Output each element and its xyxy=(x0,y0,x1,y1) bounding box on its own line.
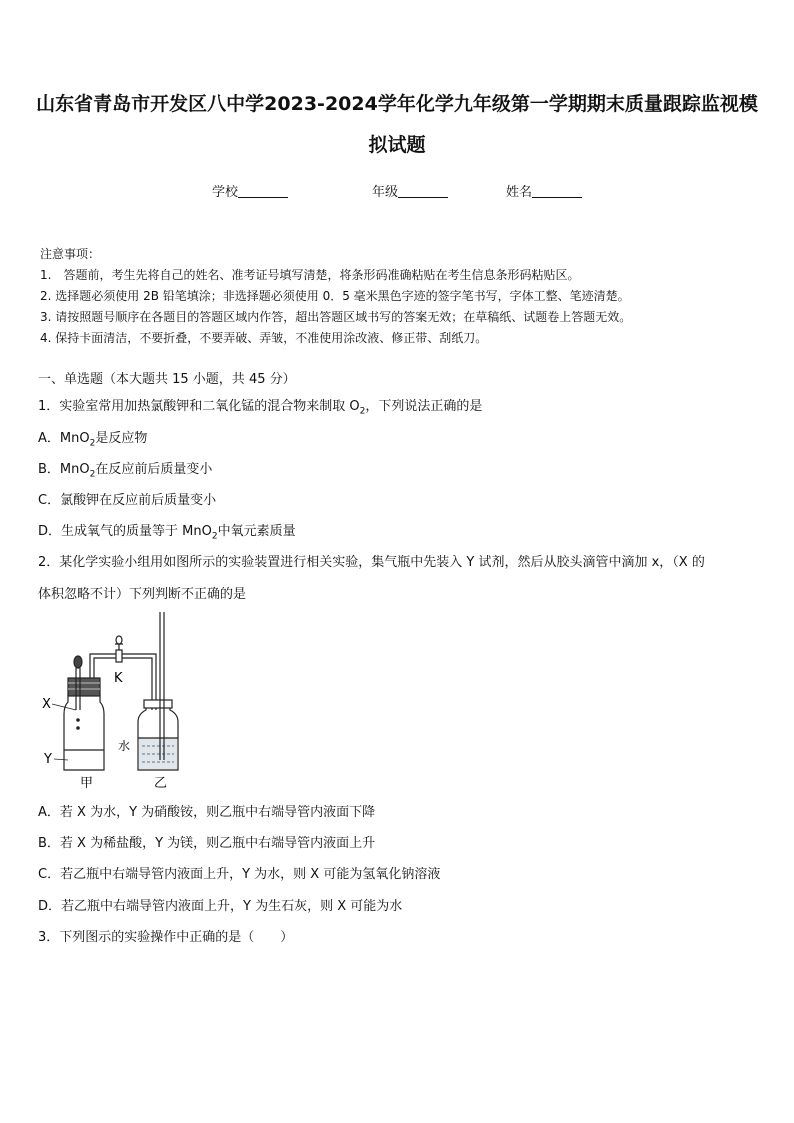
note-item: 4. 保持卡面清洁，不要折叠，不要弄破、弄皱，不准使用涂改液、修正带、刮纸刀。 xyxy=(40,331,488,345)
section-heading: 一、单选题（本大题共 15 小题，共 45 分） xyxy=(38,372,296,387)
q3-stem: 3．下列图示的实验操作中正确的是（ ） xyxy=(38,930,294,945)
label-water: 水 xyxy=(118,739,131,753)
label-jia: 甲 xyxy=(80,776,94,791)
flask-jia xyxy=(64,678,104,770)
q2-option-a: A．若 X 为水，Y 为硝酸铵，则乙瓶中右端导管内液面下降 xyxy=(38,805,376,820)
page-title-line2: 拟试题 xyxy=(368,134,426,156)
notes-heading: 注意事项： xyxy=(40,247,101,261)
grade-field: 年级 xyxy=(372,181,448,200)
label-yi: 乙 xyxy=(154,776,168,791)
label-y-pointer xyxy=(54,759,68,760)
label-x: X xyxy=(42,697,51,712)
q2-option-d: D．若乙瓶中右端导管内液面上升，Y 为生石灰，则 X 可能为水 xyxy=(38,899,403,914)
q1-option-b: B．MnO$_2$在反应前后质量变小 xyxy=(38,462,213,480)
q2-option-c: C．若乙瓶中右端导管内液面上升，Y 为水，则 X 可能为氢氧化钠溶液 xyxy=(38,867,441,882)
note-item: 3. 请按照题号顺序在各题目的答题区域内作答，超出答题区域书写的答案无效；在草稿纸、试题卷上答题无效。 xyxy=(40,310,632,324)
label-y: Y xyxy=(44,752,52,767)
label-k: K xyxy=(114,671,123,686)
apparatus-diagram xyxy=(38,610,208,795)
school-field: 学校 xyxy=(212,181,288,200)
note-item: 2. 选择题必须使用 2B 铅笔填涂；非选择题必须使用 0．5 毫米黑色字迹的签字笔书写，字体工整、笔迹清楚。 xyxy=(40,289,630,303)
flask-yi xyxy=(138,612,178,770)
page-title-line1: 山东省青岛市开发区八中学2023-2024学年化学九年级第一学期期末质量跟踪监视模 xyxy=(36,93,758,115)
q2-stem-line1: 2．某化学实验小组用如图所示的实验装置进行相关实验，集气瓶中先装入 Y 试剂，然后从胶头滴管中滴加 x，（X 的 xyxy=(38,555,705,570)
q2-stem-line2: 体积忽略不计）下列判断不正确的是 xyxy=(38,587,247,602)
q1-option-d: D．生成氧气的质量等于 MnO$_2$中氧元素质量 xyxy=(38,524,296,542)
q1-option-c: C．氯酸钾在反应前后质量变小 xyxy=(38,493,217,508)
q2-option-b: B．若 X 为稀盐酸，Y 为镁，则乙瓶中右端导管内液面上升 xyxy=(38,836,376,851)
notes-block xyxy=(40,244,631,349)
name-field: 姓名 xyxy=(506,181,582,200)
q1-stem: 1．实验室常用加热氯酸钾和二氧化锰的混合物来制取 $O_2$，下列说法正确的是 xyxy=(38,399,483,417)
note-item: 1. 答题前，考生先将自己的姓名、准考证号填写清楚，将条形码准确粘贴在考生信息条形码粘贴区。 xyxy=(40,268,580,282)
q1-option-a: A．MnO$_2$是反应物 xyxy=(38,431,148,449)
